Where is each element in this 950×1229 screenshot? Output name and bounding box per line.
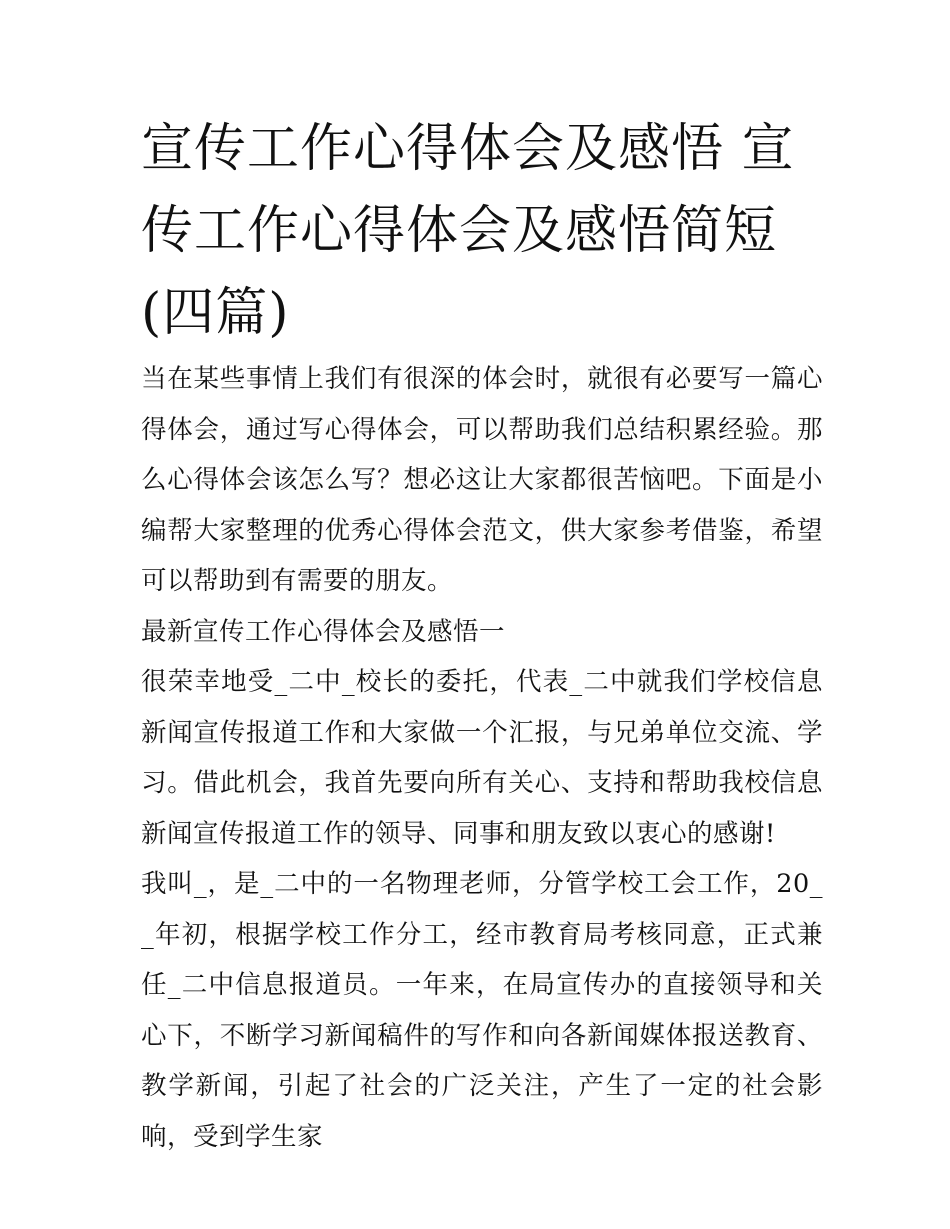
section-heading: 最新宣传工作心得体会及感悟一 <box>141 616 506 647</box>
document-body <box>141 354 823 1162</box>
document-title: 宣传工作心得体会及感悟 宣传工作心得体会及感悟简短(四篇) <box>141 119 795 343</box>
paragraph-intro: 当在某些事情上我们有很深的体会时，就很有必要写一篇心得体会，通过写心得体会，可以帮助我们总结积累经验。那么心得体会该怎么写？想必这让大家都很苦恼吧。下面是小编帮大家整理的优秀心得体会范文，供大家参考借鉴，希望可以帮助到有需要的朋友。 <box>141 364 823 596</box>
paragraph-body: 我叫_，是_二中的一名物理老师，分管学校工会工作，20__年初，根据学校工作分工，经市教育局考核同意，正式兼任_二中信息报道员。一年来，在局宣传办的直接领导和关心下，不断学习新闻稿件的写作和向各新闻媒体报送教育、教学新闻，引起了社会的广泛关注，产生了一定的社会影响，受到学生家 <box>141 869 823 1152</box>
paragraph-body: 很荣幸地受_二中_校长的委托，代表_二中就我们学校信息新闻宣传报道工作和大家做一个汇报，与兄弟单位交流、学习。借此机会，我首先要向所有关心、支持和帮助我校信息新闻宣传报道工作的领导、同事和朋友致以衷心的感谢! <box>141 667 823 849</box>
